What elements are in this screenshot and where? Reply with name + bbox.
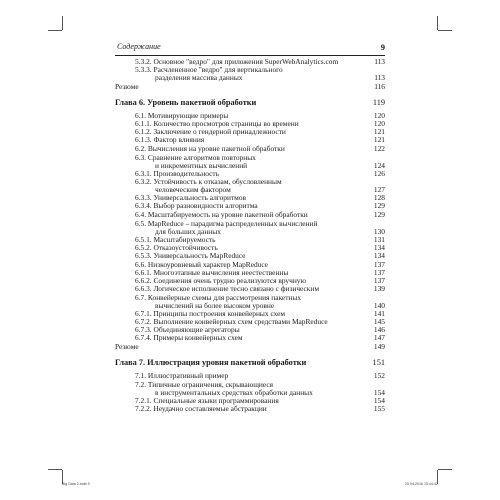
toc-entry-title [135,178,385,194]
toc-entry [115,66,385,82]
toc-entry-title [135,372,385,380]
toc-entry [115,252,385,260]
crop-mark [48,469,62,470]
toc-entry-continuation: и инкрементных вычислений [155,161,248,170]
header-rule [115,55,385,56]
toc-page-number: 113 [374,57,385,66]
crop-mark [438,30,452,31]
toc-page-number: 121 [373,135,385,144]
toc-page-number: 127 [373,185,385,194]
toc-entry-text: 6.4. Масштабируемость на уровне пакетной обработки [135,210,308,219]
toc-entry-text: 6.3.2. Устойчивость к отказам, обусловленным [135,177,282,186]
toc-entry-text: 7.2. Типичные ограничения, скрывающиеся [135,380,274,389]
toc-page-number: 154 [373,396,385,405]
toc-entry-title [135,285,385,293]
toc-page-number: 120 [373,119,385,128]
toc-entry [115,285,385,293]
toc-page-number: 137 [373,268,385,277]
toc-entry [115,405,385,413]
toc-entry-text: 6.3.1. Производительность [135,169,219,178]
toc-page-number: 137 [373,276,385,285]
toc-entry [115,154,385,170]
toc-entry-text: 6.7.3. Объединяющие агрегаторы [135,325,240,334]
toc-entry [115,334,385,342]
toc-entry-text: 6.6. Низкоуровневый характер MapReduce [135,260,268,269]
toc-entry-text: 6.5.2. Отказоустойчивость [135,243,218,252]
toc-entry [115,83,385,91]
toc-entry-continuation: вычислений на более высоком уровне [155,301,275,310]
toc-entry-text: 6.1. Мотивирующие примеры [135,111,229,120]
toc-page-number: 124 [373,161,385,170]
toc-entry-title [135,334,385,342]
toc-entry-text: 5.3.2. Основное "ведро" для приложения SuperWebAnalytics.com [135,57,339,66]
toc-page-number: 151 [372,358,385,367]
toc-entry-text: 6.3.4. Выбор разновидности алгоритма [135,201,258,210]
toc-entry [115,211,385,219]
toc-page-number: 131 [373,235,385,244]
toc-page-number: 155 [373,404,385,413]
toc-entry-title [135,252,385,260]
toc-entry [115,372,385,380]
footer-timestamp: 25.04.2016 15:44:42 [405,482,438,486]
toc-chapter-heading [115,357,385,369]
toc-entry [115,178,385,194]
toc-page-number: 126 [373,169,385,178]
toc-page-number: 141 [373,309,385,318]
toc-page-number: 119 [372,98,385,107]
toc-page-number: 122 [373,144,385,153]
toc-entry-text: 5.3.3. Расчлененное "ведро" для вертикального [135,65,283,74]
toc-entry-text: 6.3. Сравнение алгоритмов повторных [135,153,256,162]
toc-entry-text: 6.7. Конвейерные схемы для рассмотрения пакетных [135,293,302,302]
toc-entry [115,381,385,397]
toc-page-number: 116 [374,82,385,91]
toc-entry-text: 6.5.3. Универсальность MapReduce [135,251,246,260]
toc-entry-text: Глава 7. Иллюстрация уровня пакетной обработки [115,358,307,367]
toc-entry [115,220,385,236]
page-number: 9 [380,42,385,52]
toc-page-number: 130 [373,227,385,236]
toc-entry-text: 6.7.1. Принципы построения конвейерных схем [135,309,286,318]
toc-page-number: 149 [373,342,385,351]
toc-entry-title [135,145,385,153]
toc-entry [115,145,385,153]
toc-entry-title [135,405,385,413]
toc-entry-text: 6.7.4. Примеры конвейерных схем [135,333,243,342]
toc-entry-title [135,294,385,310]
toc-page-number: 146 [373,325,385,334]
chapter-title [115,357,385,369]
toc-entry-text: 7.2.1. Специальные языки программирования [135,396,279,405]
toc-page-number: 128 [373,193,385,202]
toc-entry-continuation: для больших данных [155,227,221,236]
toc-entry-text: 6.6.2. Соединения очень трудно реализуются вручную [135,276,307,285]
toc-entry-title [135,381,385,397]
toc-page-number: 152 [373,371,385,380]
toc-entry-continuation: разделения массива данных [155,73,243,82]
toc-entry-text: 6.1.3. Фактор влияния [135,135,205,144]
toc-page-number: 120 [373,111,385,120]
toc-entry-text: 6.5. MapReduce – парадигма распределенных вычислений [135,219,318,228]
toc-entry-text: 7.1. Иллюстративный пример [135,371,229,380]
toc-entry-title [135,136,385,144]
crop-mark [48,30,62,31]
toc-chapter-heading [115,97,385,109]
toc-entry-text: 6.6.1. Многоэтапные вычисления неестественны [135,268,289,277]
toc-entry-text: Глава 6. Уровень пакетной обработки [115,98,257,107]
toc-page-number: 140 [373,301,385,310]
toc-entry-text: Резюме [115,82,139,91]
toc-page-number: 137 [373,260,385,269]
toc-entry-continuation: человеческим фактором [155,185,231,194]
toc-entry [115,343,385,351]
toc-page-number: 129 [373,201,385,210]
crop-mark [62,16,63,30]
toc-entry-text: 6.2. Вычисления на уровне пакетной обработки [135,144,285,153]
crop-mark [438,469,452,470]
toc-entry [115,136,385,144]
toc-page-number: 147 [373,333,385,342]
toc-entry-title [135,211,385,219]
toc-page-number: 145 [373,317,385,326]
toc-entry-text: 6.6.3. Логическое исполнение тесно связано с физическим [135,284,320,293]
chapter-title [115,97,385,109]
toc-entry-text: 6.1.1. Количество просмотров страницы во времени [135,119,299,128]
toc-entry-text: 6.7.2. Выполнение конвейерных схем средствами MapReduce [135,317,328,326]
toc-entry [115,202,385,210]
toc-page-number: 139 [373,284,385,293]
toc-page-number: 134 [373,251,385,260]
toc-page-number: 121 [373,127,385,136]
toc-entry-title [135,220,385,236]
toc-entry-title [135,154,385,170]
running-head-title: Содержание [117,42,161,51]
toc-entry-text: 7.2.2. Неудачно составляемые абстракции [135,404,267,413]
toc-entry-text: 6.1.2. Заключение о гендерной принадлежности [135,127,286,136]
footer-file-label: Big Data 2.indb 9 [62,482,90,486]
toc-entry-continuation: в инструментальных средствах обработки данных [155,388,313,397]
toc-entry-title [135,66,385,82]
toc-entry [115,294,385,310]
toc-entry-title [135,202,385,210]
toc-entry-title [115,83,385,91]
toc-entry-title [115,343,385,351]
toc-page-number: 113 [374,73,385,82]
toc-entry-text: 6.3.3. Универсальность алгоритмов [135,193,247,202]
table-of-contents [115,58,385,413]
running-head [115,42,385,56]
toc-page-number: 129 [373,210,385,219]
toc-page-number: 134 [373,243,385,252]
toc-page-number: 154 [373,388,385,397]
toc-entry-text: 6.5.1. Масштабируемость [135,235,216,244]
crop-mark [437,16,438,30]
toc-entry-text: Резюме [115,342,139,351]
